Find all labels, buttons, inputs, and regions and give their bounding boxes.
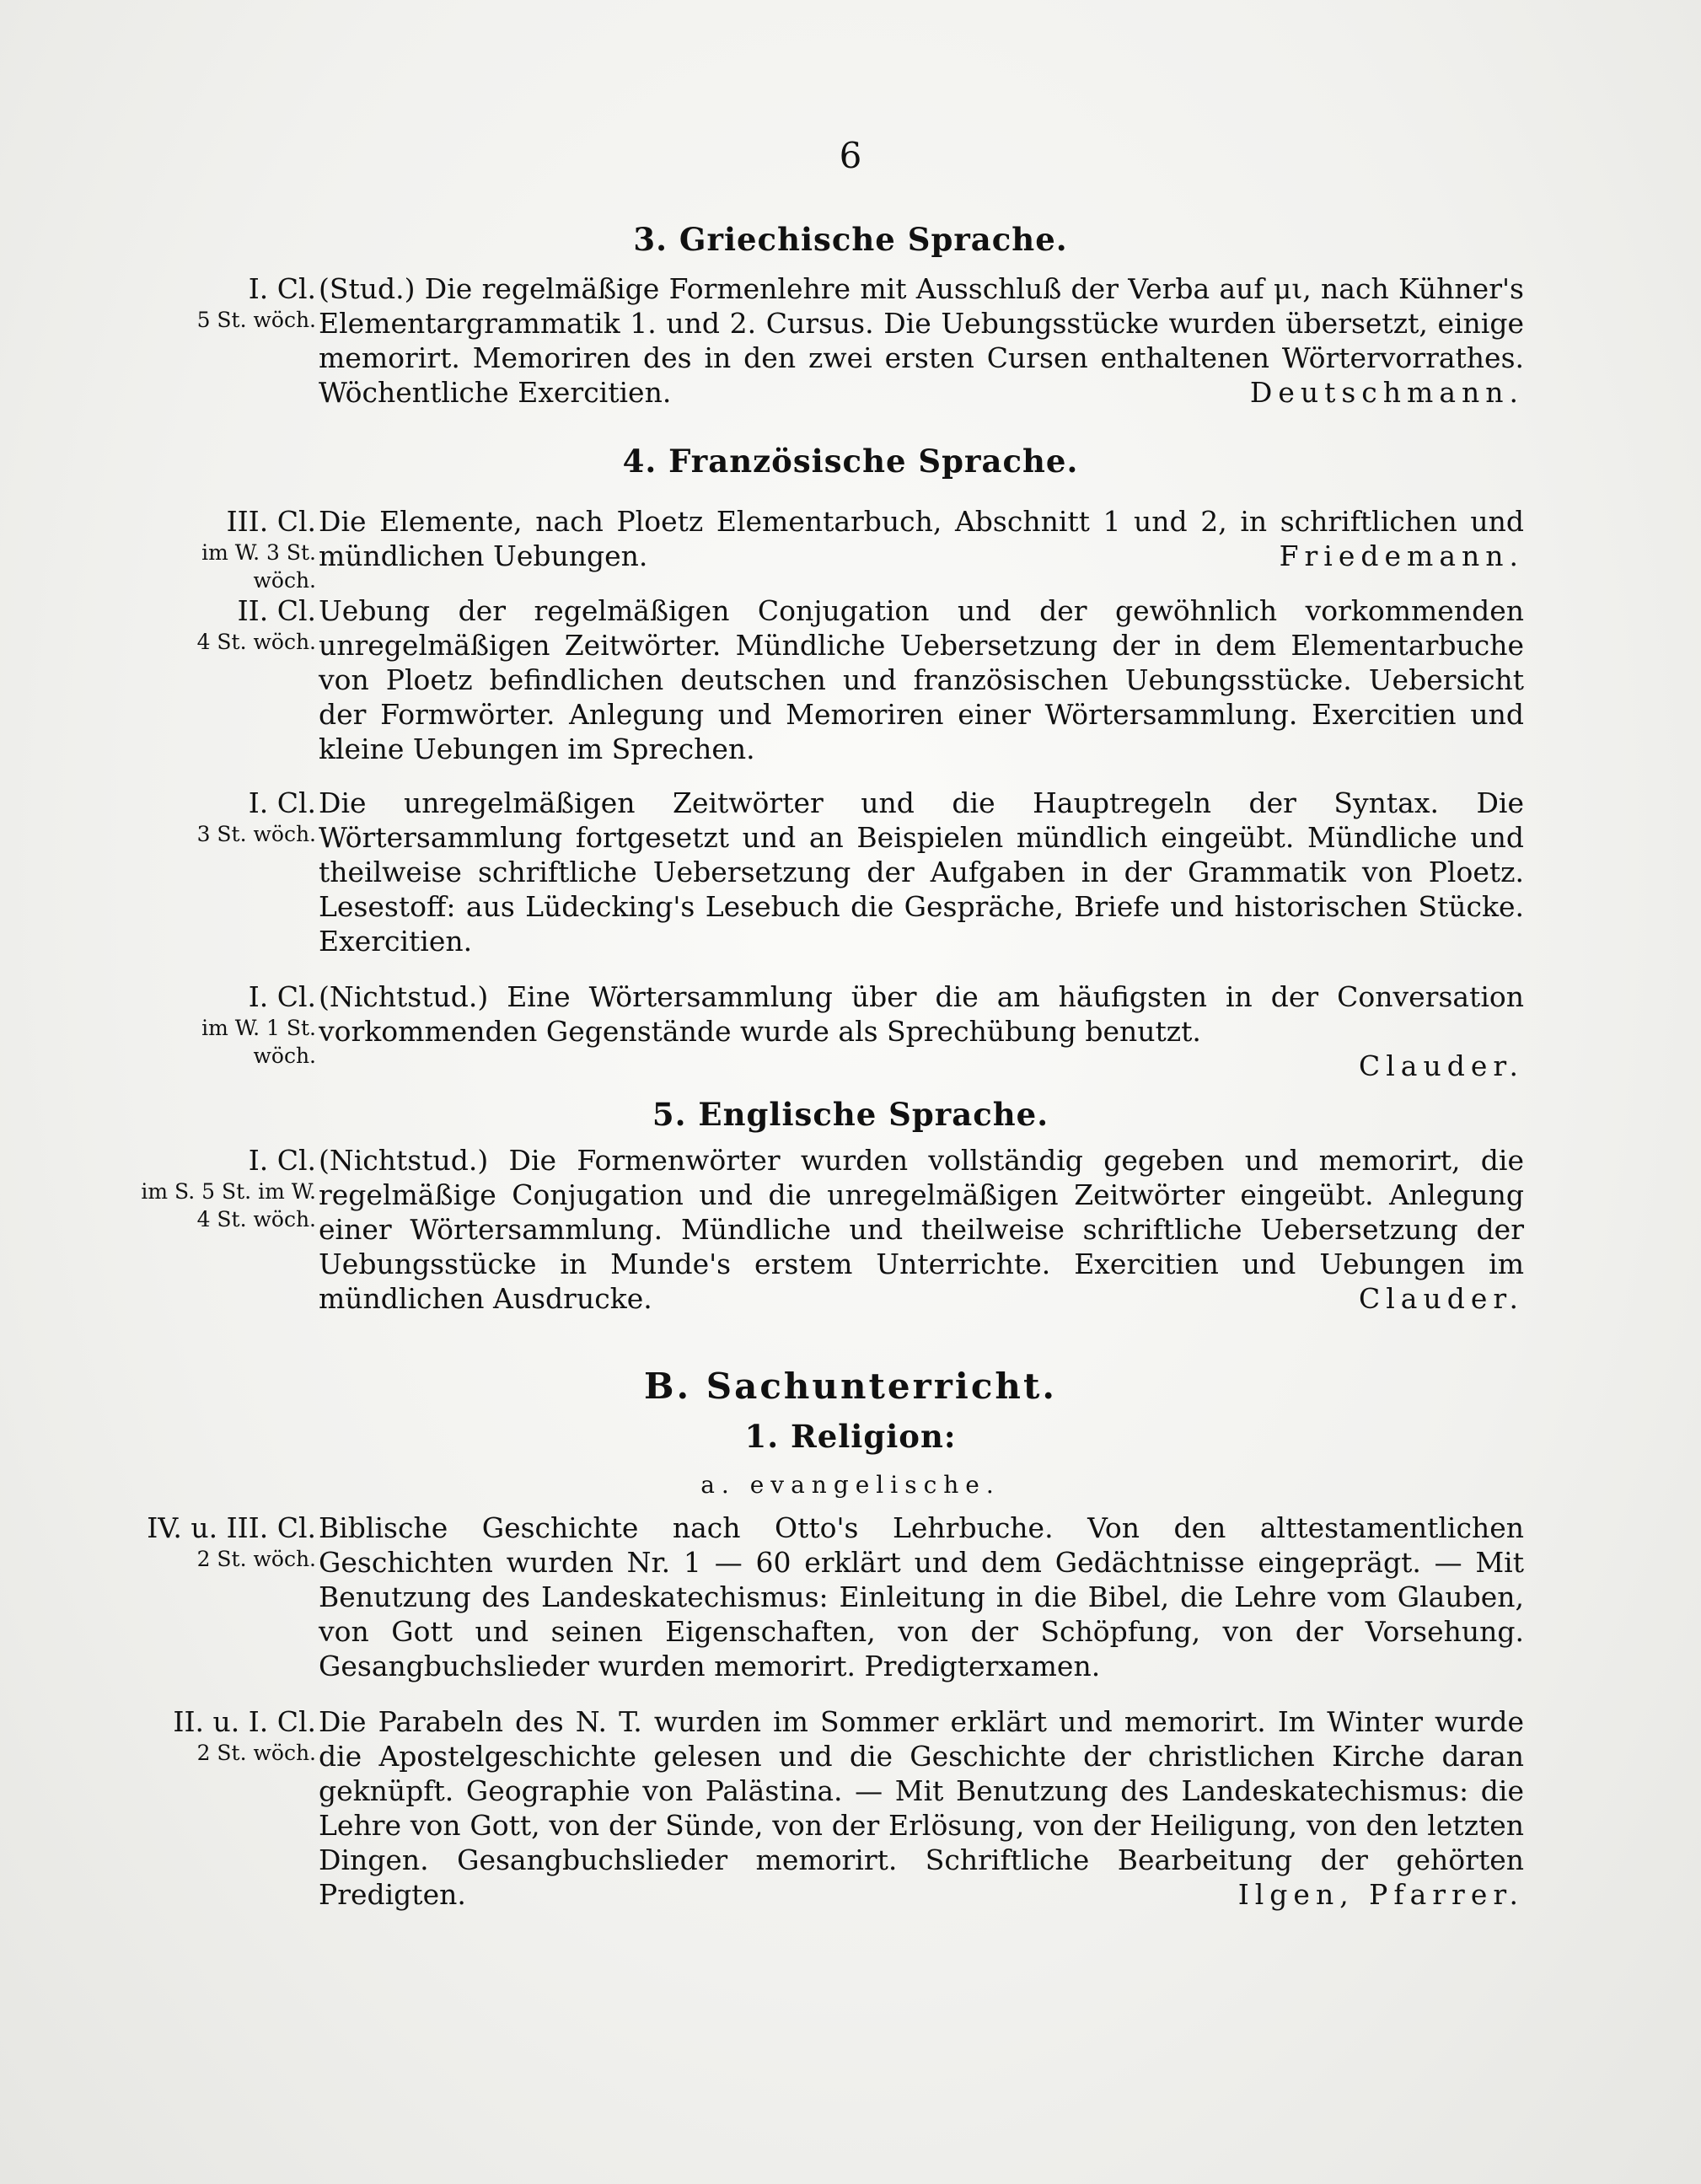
entry-text (319, 271, 1524, 410)
entry-label (135, 786, 316, 848)
hours-label: im W. 3 St. wöch. (201, 540, 316, 593)
entry-label (135, 1143, 316, 1233)
class-label: IV. u. III. Cl. (147, 1511, 316, 1544)
entry-body: Die unregelmäßigen Zeitwörter und die Hauptregeln der Syntax. Die Wörtersammlung fortgesetzt und an Beispielen mündlich eingeübt. Mündliche und theilweise schriftliche Uebersetzung der Aufgaben in der Grammatik von Ploetz. Lesestoff: aus Lüdecking's Lesebuch die Gespräche, Briefe und historischen Stücke. Exercitien. (319, 786, 1524, 958)
hours-label: 2 St. wöch. (196, 1741, 316, 1765)
teacher-name: Deutschmann. (1249, 376, 1524, 409)
entry-text (319, 1511, 1524, 1683)
section-title-french: 4. Französische Sprache. (622, 443, 1079, 480)
entry-body: Die Elemente, nach Ploetz Elementarbuch, Abschnitt 1 und 2, in schriftlichen und mündlichen Uebungen. (319, 505, 1524, 572)
hours-label: 4 St. wöch. (196, 630, 316, 654)
class-label: II. Cl. (237, 594, 316, 627)
teacher-name: Ilgen, Pfarrer. (1237, 1878, 1524, 1911)
entry-text (319, 504, 1524, 573)
teacher-name: Friedemann. (1279, 539, 1524, 572)
entry-label (135, 504, 316, 594)
class-label: I. Cl. (248, 1144, 316, 1177)
class-label: I. Cl. (248, 272, 316, 305)
entry-text (319, 593, 1524, 766)
section-title-religion: 1. Religion: (744, 1418, 957, 1455)
teacher-name: Clauder. (1358, 1282, 1524, 1315)
page-number: 6 (839, 135, 862, 176)
entry-text (319, 786, 1524, 958)
section-title-english: 5. Englische Sprache. (652, 1096, 1049, 1133)
entry-label (135, 979, 316, 1070)
entry-body: (Stud.) Die regelmäßige Formenlehre mit Ausschluß der Verba auf μι, nach Kühner's Elementargrammatik 1. und 2. Cursus. Die Uebungsstücke wurden übersetzt, einige memorirt. Memoriren des in den zwei ersten Cursen enthaltenen Wörtervorrathes. Wöchentliche Exercitien. (319, 272, 1524, 409)
entry-body: (Nichtstud.) Eine Wörtersammlung über die am häufigsten in der Conversation vorkommenden Gegenstände wurde als Sprechübung benutzt. (319, 980, 1524, 1048)
hours-label: 3 St. wöch. (196, 822, 316, 846)
entry-label (135, 1704, 316, 1767)
section-subtitle-evangelische: a. evangelische. (700, 1471, 1001, 1499)
entry-body: Biblische Geschichte nach Otto's Lehrbuche. Von den alttestamentlichen Geschichten wurden Nr. 1 — 60 erklärt und dem Gedächtnisse eingeprägt. — Mit Benutzung des Landeskatechismus: Einleitung in die Bibel, die Lehre vom Glauben, von Gott und seinen Eigenschaften, von der Schöpfung, von der Vorsehung. Gesangbuchslieder wurden memorirt. Predigterxamen. (319, 1511, 1524, 1682)
hours-label: 2 St. wöch. (196, 1547, 316, 1571)
entry-text (319, 1704, 1524, 1912)
entry-body: Die Parabeln des N. T. wurden im Sommer erklärt und memorirt. Im Winter wurde die Apostelgeschichte gelesen und die Geschichte der christlichen Kirche daran geknüpft. Geographie von Palästina. — Mit Benutzung des Landeskatechismus: die Lehre von Gott, von der Sünde, von der Erlösung, von der Heiligung, von den letzten Dingen. Gesangbuchslieder memorirt. Schriftliche Bearbeitung der gehörten Predigten. (319, 1705, 1524, 1911)
section-title-greek: 3. Griechische Sprache. (633, 221, 1068, 258)
entry-label (135, 1511, 316, 1573)
hours-label: im W. 1 St. wöch. (201, 1016, 316, 1068)
class-label: II. u. I. Cl. (173, 1705, 316, 1738)
entry-label (135, 593, 316, 656)
entry-body: Uebung der regelmäßigen Conjugation und der gewöhnlich vorkommenden unregelmäßigen Zeitwörter. Mündliche Uebersetzung der in dem Elementarbuche von Ploetz befindlichen deutschen und französischen Uebungsstücke. Uebersicht der Formwörter. Anlegung und Memoriren einer Wörtersammlung. Exercitien und kleine Uebungen im Sprechen. (319, 594, 1524, 765)
section-title-sachunterricht: B. Sachunterricht. (644, 1366, 1057, 1407)
hours-label: im S. 5 St. im W. 4 St. wöch. (141, 1179, 316, 1232)
class-label: I. Cl. (248, 980, 316, 1013)
hours-label: 5 St. wöch. (196, 308, 316, 332)
entry-body: (Nichtstud.) Die Formenwörter wurden vollständig gegeben und memorirt, die regelmäßige Conjugation und die unregelmäßigen Zeitwörter eingeübt. Anlegung einer Wörtersammlung. Mündliche und theilweise schriftliche Uebersetzung der Uebungsstücke in Munde's erstem Unterrichte. Exercitien und Uebungen im mündlichen Ausdrucke. (319, 1144, 1524, 1315)
entry-text (319, 1143, 1524, 1316)
class-label: I. Cl. (248, 786, 316, 819)
class-label: III. Cl. (226, 505, 316, 538)
teacher-name: Clauder. (1358, 1049, 1524, 1082)
entry-text (319, 979, 1524, 1083)
entry-label (135, 271, 316, 334)
